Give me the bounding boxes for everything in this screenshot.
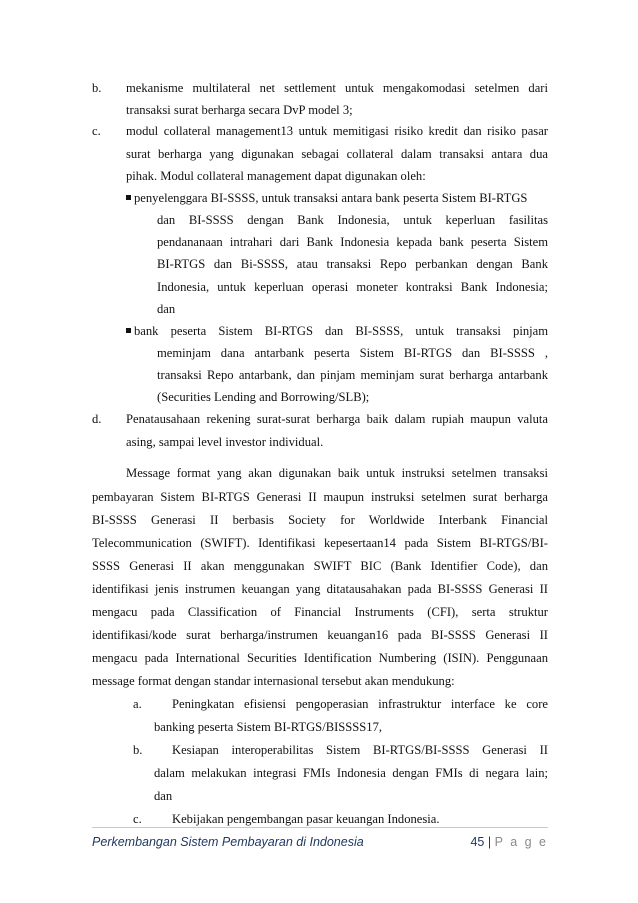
list-item-b2-line-2: dalam melakukan integrasi FMIs Indonesia dengan FMIs di negara lain; (154, 766, 548, 780)
paragraph-line-3: BI-SSSS Generasi II berbasis Society for Worldwide Interbank Financial (92, 513, 548, 527)
paragraph-line-5: SSSS Generasi II akan menggunakan SWIFT BIC (Bank Identifier Code), dan (92, 559, 548, 573)
list-marker-a: a. (133, 697, 142, 711)
bullet-2-first-line (126, 323, 548, 339)
bullet-1-line-5: Indonesia, untuk keperluan operasi moneter kontraksi Bank Indonesia; (157, 280, 548, 294)
bullet-1-line-2: dan BI-SSSS dengan Bank Indonesia, untuk keperluan fasilitas (157, 213, 548, 227)
list-item-c-line-2: surat berharga yang digunakan sebagai collateral dalam transaksi antara dua (126, 147, 548, 161)
list-item-a-line-2: banking peserta Sistem BI-RTGS/BISSSS17, (154, 720, 383, 734)
paragraph-line-4: Telecommunication (SWIFT). Identifikasi kepesertaan14 pada Sistem BI-RTGS/BI- (92, 536, 548, 550)
page-word: P a g e (494, 835, 548, 849)
list-item-c-line-3: pihak. Modul collateral management dapat digunakan oleh: (126, 169, 426, 183)
paragraph-line-1: Message format yang akan digunakan baik untuk instruksi setelmen transaksi (126, 466, 548, 480)
paragraph-line-10: message format dengan standar internasional tersebut akan mendukung: (92, 674, 455, 688)
page-separator: | (487, 835, 492, 849)
bullet-2-line-4: (Securities Lending and Borrowing/SLB); (157, 390, 370, 404)
list-item-c2-line-1: Kebijakan pengembangan pasar keuangan Indonesia. (172, 812, 440, 826)
paragraph-line-6: identifikasi jenis instrumen keuangan yang ditatausahakan pada BI-SSSS Generasi II (92, 582, 548, 596)
list-item-b-line-1: mekanisme multilateral net settlement untuk mengakomodasi setelmen dari (126, 81, 548, 95)
square-bullet-icon (126, 195, 131, 200)
list-marker-b: b. (92, 81, 102, 95)
bullet-2-line-2: meminjam dana antarbank peserta Sistem BI-RTGS dan BI-SSSS , (157, 346, 548, 360)
bullet-1-first-line (126, 190, 527, 206)
list-item-a-line-1: Peningkatan efisiensi pengoperasian infrastruktur interface ke core (172, 697, 548, 711)
paragraph-line-8: identifikasi/kode surat berharga/instrumen keuangan16 pada BI-SSSS Generasi II (92, 628, 548, 642)
list-item-b2-line-1: Kesiapan interoperabilitas Sistem BI-RTGS/BI-SSSS Generasi II (172, 743, 548, 757)
bullet-2-text: bank peserta Sistem BI-RTGS dan BI-SSSS, untuk transaksi pinjam (134, 324, 548, 338)
bullet-1-line-6: dan (157, 302, 176, 316)
footer-divider (92, 827, 548, 828)
footer-title: Perkembangan Sistem Pembayaran di Indonesia (92, 835, 364, 849)
paragraph-line-7: mengacu pada Classification of Financial Instruments (CFI), serta struktur (92, 605, 548, 619)
bullet-1-line-4: BI-RTGS dan Bi-SSSS, atau transaksi Repo perbankan dengan Bank (157, 257, 548, 271)
list-marker-c2: c. (133, 812, 142, 826)
list-item-c-line-1: modul collateral management13 untuk memitigasi risiko kredit dan risiko pasar (126, 124, 548, 138)
list-item-b-line-2: transaksi surat berharga secara DvP model 3; (126, 103, 353, 117)
paragraph-line-9: mengacu pada International Securities Identification Numbering (ISIN). Penggunaan (92, 651, 548, 665)
list-marker-d: d. (92, 412, 102, 426)
list-marker-c: c. (92, 124, 101, 138)
list-item-b2-line-3: dan (154, 789, 173, 803)
bullet-1-text: penyelenggara BI-SSSS, untuk transaksi antara bank peserta Sistem BI-RTGS (134, 191, 528, 205)
list-item-d-line-2: asing, sampai level investor individual. (126, 435, 324, 449)
page-number: 45 (470, 835, 485, 849)
bullet-2-line-3: transaksi Repo antarbank, dan pinjam meminjam surat berharga antarbank (157, 368, 548, 382)
list-item-d-line-1: Penatausahaan rekening surat-surat berharga baik dalam rupiah maupun valuta (126, 412, 548, 426)
paragraph-line-2: pembayaran Sistem BI-RTGS Generasi II maupun instruksi setelmen surat berharga (92, 490, 548, 504)
footer-page-number (444, 835, 548, 849)
bullet-1-line-3: pendananaan intrahari dari Bank Indonesia kepada bank peserta Sistem (157, 235, 548, 249)
list-marker-b2: b. (133, 743, 143, 757)
square-bullet-icon (126, 328, 131, 333)
